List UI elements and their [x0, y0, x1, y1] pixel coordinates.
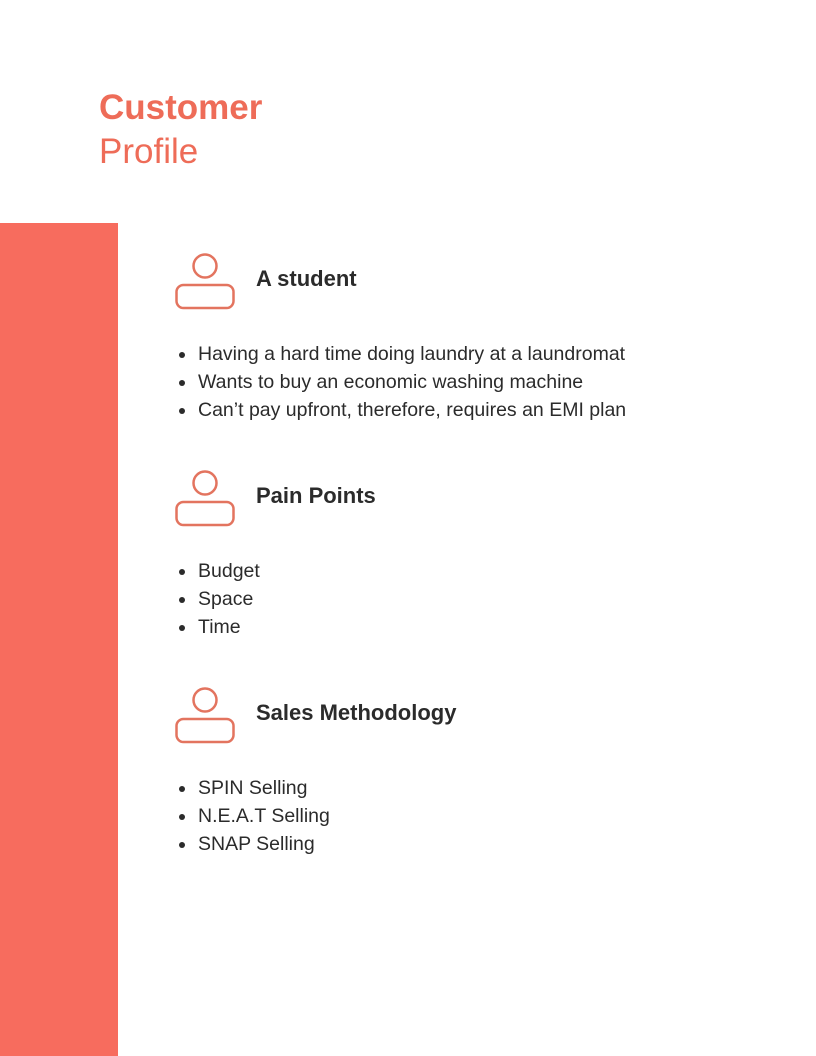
- bullet-dot: [179, 842, 185, 848]
- title-line-profile: Profile: [99, 132, 199, 171]
- list-item: [174, 830, 330, 858]
- bullet-dot: [179, 569, 185, 575]
- accent-side-bar: [0, 223, 118, 1056]
- bullet-dot: [179, 625, 185, 631]
- bullet-list: [174, 340, 626, 424]
- list-item: [174, 340, 626, 368]
- bullet-dot: [179, 597, 185, 603]
- person-icon: [174, 684, 236, 748]
- list-item-text: SNAP Selling: [198, 833, 315, 855]
- title-line-customer: Customer: [99, 88, 263, 127]
- list-item-text: Can’t pay upfront, therefore, requires an EMI plan: [198, 399, 627, 421]
- section-header: [174, 250, 774, 314]
- list-item-text: N.E.A.T Selling: [198, 805, 330, 827]
- list-item-text: SPIN Selling: [198, 777, 308, 799]
- person-icon: [174, 250, 236, 314]
- list-item: [174, 396, 626, 424]
- list-item: [174, 802, 330, 830]
- bullet-dot: [179, 786, 185, 792]
- section-sales-methodology: [174, 684, 774, 855]
- list-item: [174, 368, 626, 396]
- list-item: [174, 585, 260, 613]
- list-item: [174, 774, 330, 802]
- section-title: A student: [256, 266, 357, 291]
- section-title: Pain Points: [256, 483, 376, 508]
- page-title: [99, 86, 262, 174]
- list-item: [174, 613, 260, 641]
- bullet-list: [174, 774, 330, 858]
- bullet-dot: [179, 380, 185, 386]
- bullet-dot: [179, 814, 185, 820]
- list-item-text: Having a hard time doing laundry at a laundromat: [198, 343, 626, 365]
- section-student: [174, 250, 774, 421]
- list-item-text: Time: [198, 616, 241, 638]
- person-icon: [174, 467, 236, 531]
- bullet-dot: [179, 352, 185, 358]
- list-item-text: Space: [198, 588, 254, 610]
- list-item-text: Wants to buy an economic washing machine: [198, 371, 584, 393]
- bullet-list: [174, 557, 260, 641]
- list-item: [174, 557, 260, 585]
- bullet-dot: [179, 408, 185, 414]
- list-item-text: Budget: [198, 560, 260, 582]
- section-title: Sales Methodology: [256, 700, 457, 725]
- section-header: [174, 684, 774, 748]
- section-header: [174, 467, 774, 531]
- section-pain-points: [174, 467, 774, 638]
